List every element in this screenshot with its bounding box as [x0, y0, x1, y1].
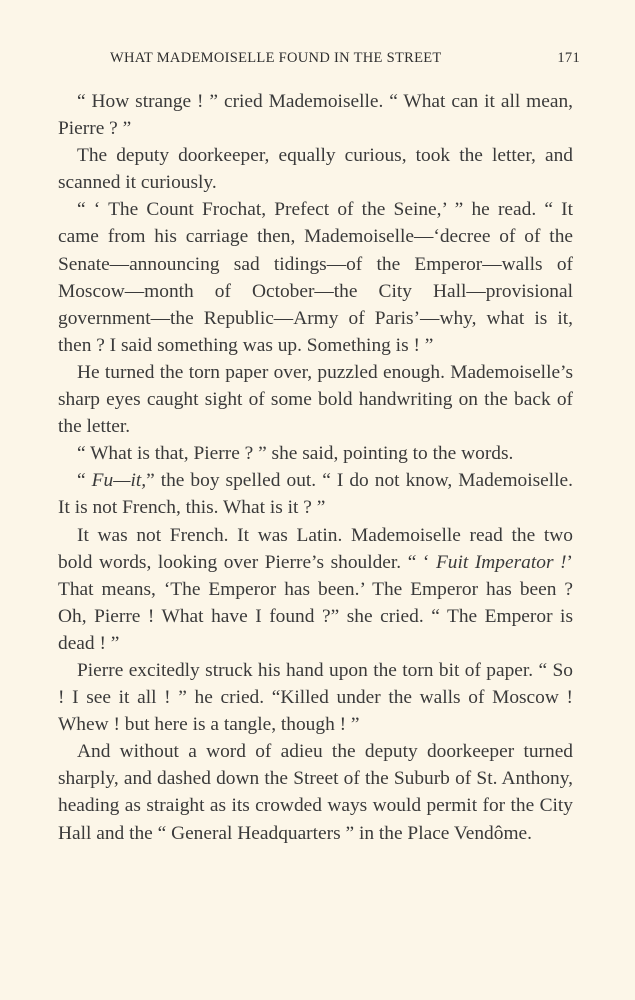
- paragraph: The deputy doorkeeper, equally curious, took the letter, and scanned it curiously.: [58, 145, 573, 194]
- paragraph-text: ’ That means, ‘The Emperor has been.’ The Emperor has been ? Oh, Pierre ! What have I found ?” she cried. “ The Emperor is dead ! ”: [58, 551, 573, 654]
- paragraph: He turned the torn paper over, puzzled enough. Mademoiselle’s sharp eyes caught sight of some bold handwriting on the back of the letter.: [58, 361, 573, 438]
- body-text: [58, 88, 573, 847]
- paragraph: [58, 522, 573, 657]
- paragraph: [58, 467, 573, 521]
- running-head: [110, 50, 580, 67]
- paragraph-text: “: [77, 470, 92, 492]
- paragraph: “ What is that, Pierre ? ” she said, pointing to the words.: [77, 443, 514, 465]
- paragraph: “ How strange ! ” cried Mademoiselle. “ What can it all mean, Pierre ? ”: [58, 91, 573, 140]
- paragraph-text: It was not French. It was Latin. Mademoiselle read the two bold words, looking over Pierre’s shoulder. “ ‘: [58, 524, 573, 573]
- paragraph: “ ‘ The Count Frochat, Prefect of the Seine,’ ” he read. “ It came from his carriage then, Mademoiselle—‘decree of of the Senate—announcing sad tidings—of the Emperor—walls of Moscow—month of October—the City Hall—provisional government—the Republic—Army of Paris’—why, what is it, then ? I said something was up. Something is ! ”: [58, 199, 573, 356]
- latin-text: Fuit Imperator !: [435, 551, 567, 573]
- latin-text: Fu—it,: [91, 470, 147, 492]
- paragraph: And without a word of adieu the deputy doorkeeper turned sharply, and dashed down the Street of the Suburb of St. Anthony, heading as straight as its crowded ways would permit for the City Hall and the “ General Headquarters ” in the Place Vendôme.: [58, 741, 573, 844]
- paragraph: Pierre excitedly struck his hand upon the torn bit of paper. “ So ! I see it all ! ” he cried. “Killed under the walls of Moscow ! Whew ! but here is a tangle, though ! ”: [58, 659, 573, 736]
- page-number: 171: [557, 50, 580, 66]
- paragraph-text: ” the boy spelled out. “ I do not know, Mademoiselle. It is not French, this. What is it ? ”: [58, 470, 573, 519]
- running-head-title: WHAT MADEMOISELLE FOUND IN THE STREET: [110, 50, 442, 66]
